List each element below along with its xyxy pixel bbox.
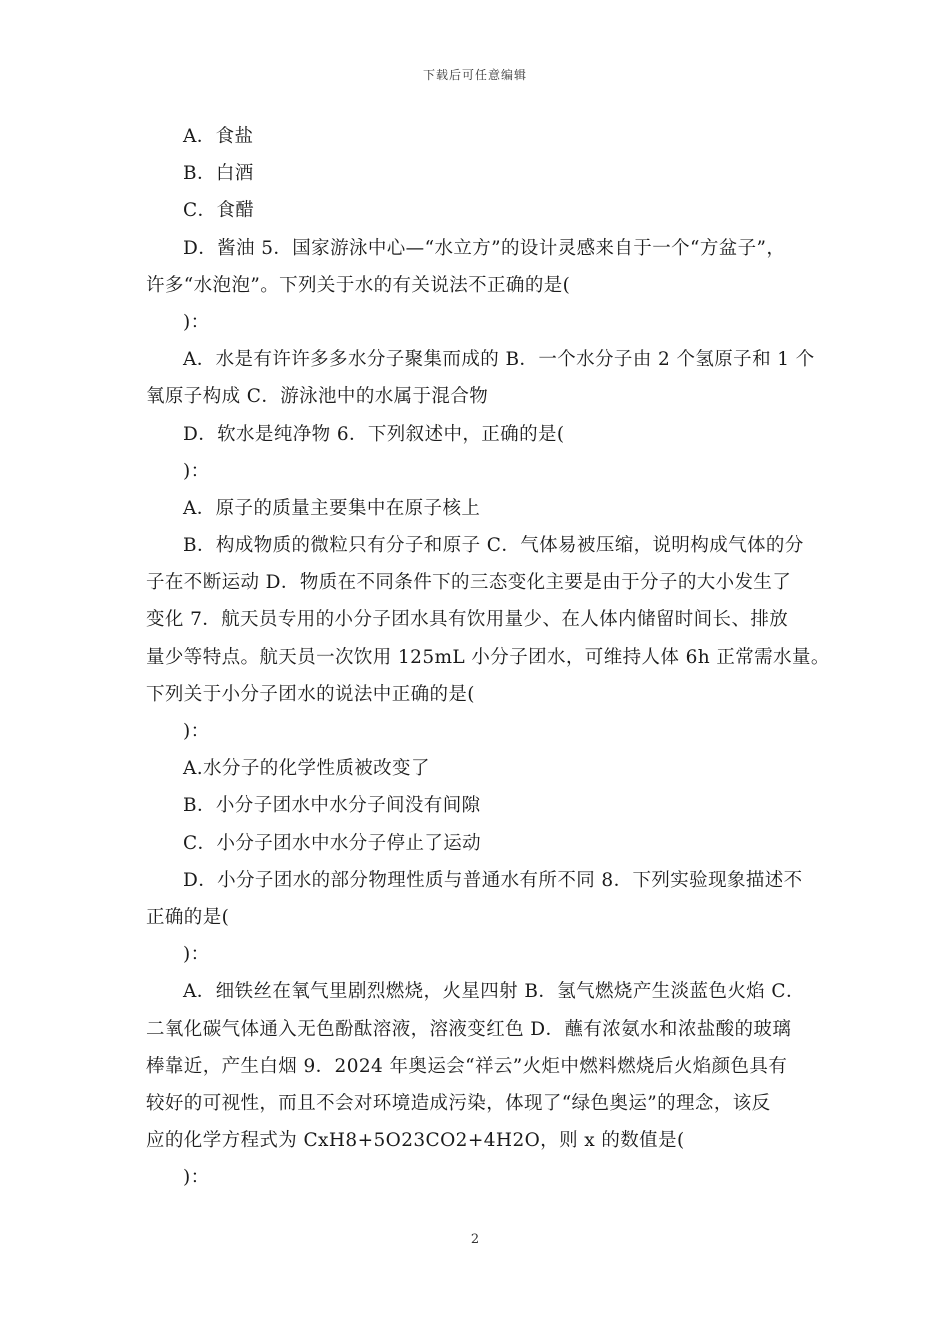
text-line: D．小分子团水的部分物理性质与普通水有所不同 8．下列实验现象描述不	[183, 869, 803, 891]
text-line: A．细铁丝在氧气里剧烈燃烧，火星四射 B．氢气燃烧产生淡蓝色火焰 C．	[183, 981, 805, 1003]
text-line: )：	[183, 460, 210, 482]
text-line: )：	[183, 721, 210, 742]
text-line: )：	[183, 311, 210, 333]
text-line: D．软水是纯净物 6．下列叙述中，正确的是(	[183, 423, 565, 445]
text-line: 较好的可视性，而且不会对环境造成污染，体现了“绿色奥运”的理念，该反	[146, 1092, 771, 1114]
text-line: 量少等特点。航天员一次饮用 125mL 小分子团水，可维持人体 6h 正常需水量。	[146, 646, 830, 668]
text-line: A.水分子的化学性质被改变了	[183, 758, 430, 780]
text-line: 棒靠近，产生白烟 9．2024 年奥运会“祥云”火炬中燃料燃烧后火焰颜色具有	[146, 1055, 788, 1077]
text-line: 下列关于小分子团水的说法中正确的是(	[146, 683, 475, 705]
text-line: 许多“水泡泡”。下列关于水的有关说法不正确的是(	[146, 274, 571, 296]
text-line: B．构成物质的微粒只有分子和原子 C．气体易被压缩，说明构成气体的分	[183, 535, 804, 557]
text-line: 变化 7．航天员专用的小分子团水具有饮用量少、在人体内储留时间长、排放	[146, 609, 789, 631]
text-line: C．小分子团水中水分子停止了运动	[183, 832, 482, 854]
text-line: D．酱油 5．国家游泳中心—“水立方”的设计灵感来自于一个“方盆子”，	[183, 237, 786, 259]
text-line: 应的化学方程式为 CxH8+5O23CO2+4H2O，则 x 的数值是(	[146, 1130, 685, 1152]
text-line: A．水是有许许多多水分子聚集而成的 B．一个水分子由 2 个氢原子和 1 个	[183, 349, 815, 371]
text-line: A．原子的质量主要集中在原子核上	[183, 497, 481, 519]
text-line: 子在不断运动 D．物质在不同条件下的三态变化主要是由于分子的大小发生了	[146, 572, 792, 594]
text-line: C．食醋	[183, 200, 255, 222]
text-line: )：	[183, 944, 210, 966]
page-number: 2	[470, 1232, 480, 1247]
page-header: 下载后可任意编辑	[422, 68, 527, 82]
document-body	[146, 118, 830, 1196]
text-line: A．食盐	[183, 126, 254, 147]
text-line: 二氧化碳气体通入无色酚酞溶液，溶液变红色 D．蘸有浓氨水和浓盐酸的玻璃	[146, 1018, 792, 1040]
text-line: B．小分子团水中水分子间没有间隙	[183, 795, 481, 817]
text-line: B．白酒	[183, 163, 254, 185]
text-line: 氧原子构成 C．游泳池中的水属于混合物	[146, 386, 489, 408]
text-line: )：	[183, 1167, 210, 1189]
text-line: 正确的是(	[146, 906, 230, 928]
